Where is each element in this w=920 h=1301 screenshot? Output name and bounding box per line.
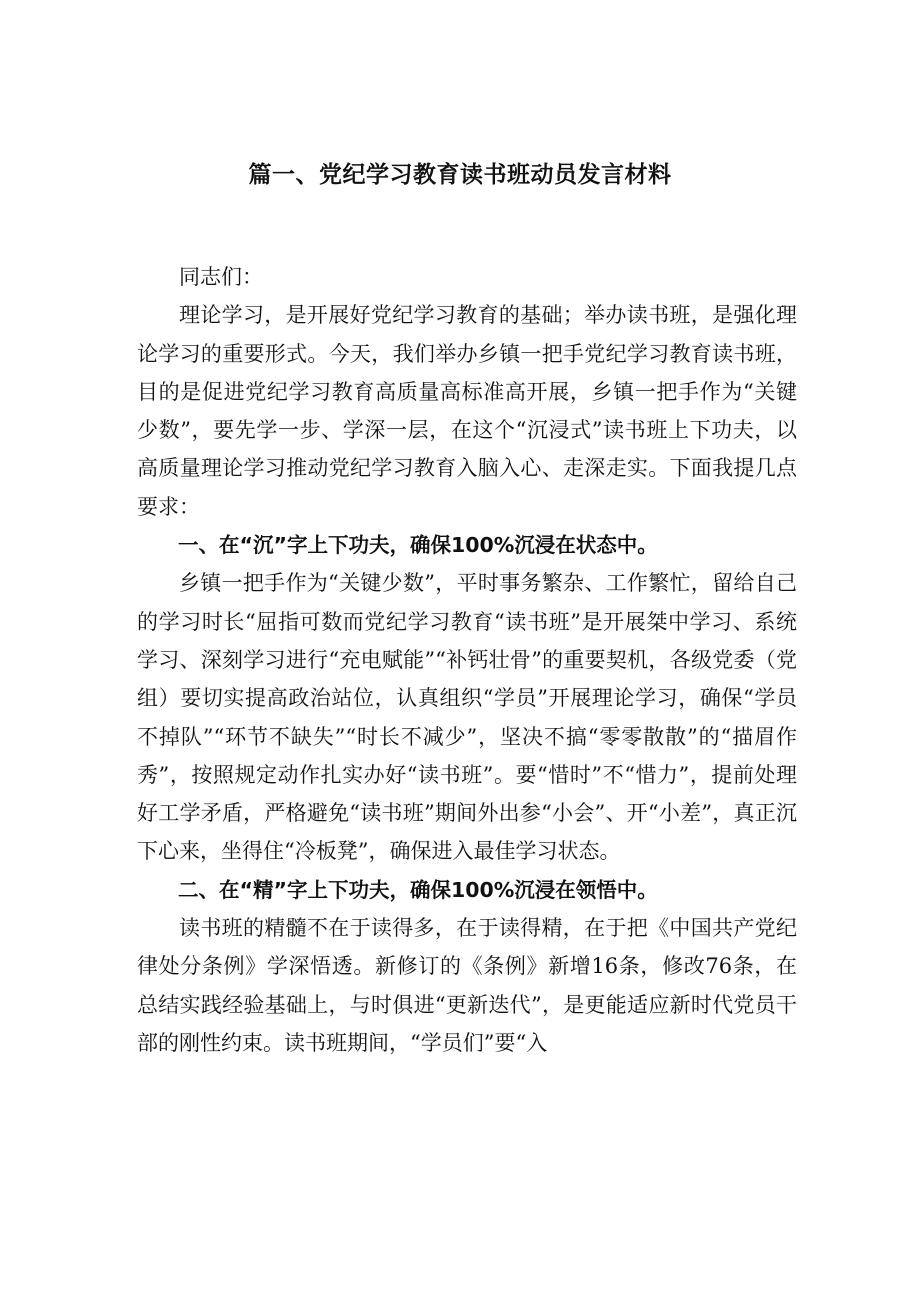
paragraph-intro: 理论学习，是开展好党纪学习教育的基础；举办读书班，是强化理论学习的重要形式。今天，我们举办乡镇一把手党纪学习教育读书班，目的是促进党纪学习教育高质量高标准高开展，乡镇一把手作为“关键少数”，要先学一步、学深一层，在这个“沉浸式”读书班上下功夫，以高质量理论学习推动党纪学习教育入脑入心、走深走实。下面我提几点要求： <box>137 303 797 519</box>
paragraph-section-2: 读书班的精髓不在于读得多，在于读得精，在于把《中国共产党纪律处分条例》学深悟透。新修订的《条例》新增16条，修改76条，在总结实践经验基础上，与时俱进“更新迭代”，是更能适应新时代党员干部的刚性约束。读书班期间，“学员们”要“入 <box>137 916 797 1055</box>
paragraph-section-1: 乡镇一把手作为“关键少数”，平时事务繁杂、工作繁忙，留给自己的学习时长“屈指可数而党纪学习教育“读书班”是开展桀中学习、系统学习、深刻学习进行“充电赋能”“补钙壮骨”的重要契机，各级党委（党组）要切实提高政治站位，认真组织“学员”开展理论学习，确保“学员不掉队”“环节不缺失”“时长不减少”，坚决不搞“零零散散”的“描眉作秀”，按照规定动作扎实办好“读书班”。要“惜时”不“惜力”，提前处理好工学矛盾，严格避免“读书班”期间外出参“小会”、开“小差”，真正沉下心来，坐得住“冷板凳”，确保进入最佳学习状态。 <box>137 571 797 864</box>
document-title: 篇一、党纪学习教育读书班动员发言材料 <box>248 162 672 188</box>
greeting: 同志们： <box>179 265 263 289</box>
section-heading-2: 二、在“精”字上下功夫，确保100%沉浸在领悟中。 <box>178 877 658 902</box>
section-heading-1: 一、在“沉”字上下功夫，确保100%沉浸在状态中。 <box>178 533 658 558</box>
document-body <box>137 258 797 1062</box>
